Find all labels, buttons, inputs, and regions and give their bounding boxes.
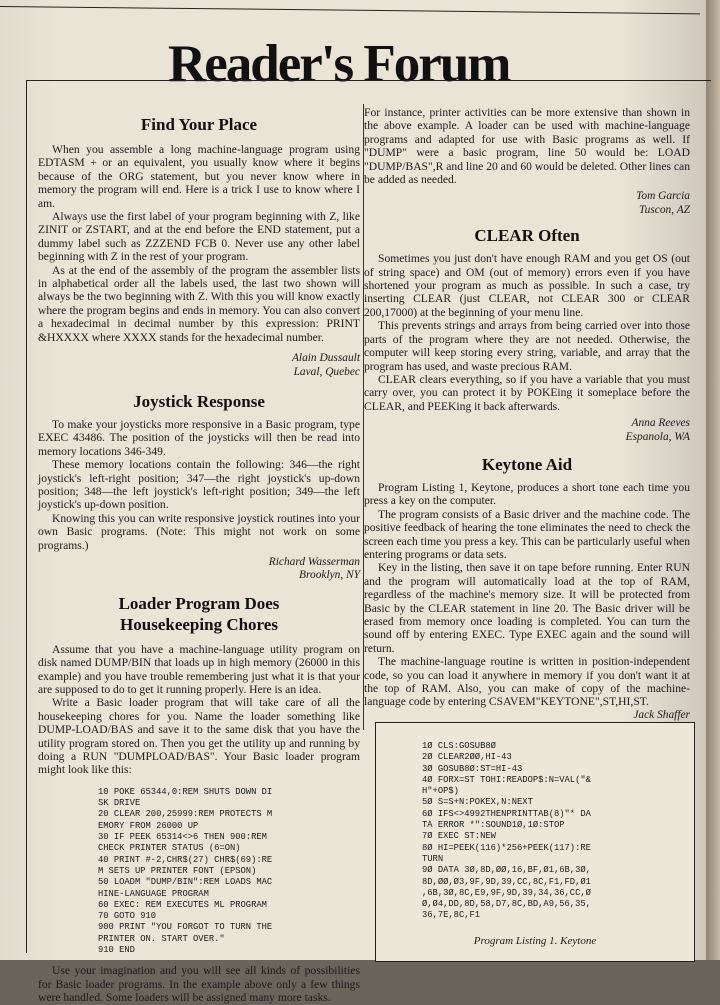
keytone-p1: Program Listing 1, Keytone, produces a short tone each time you press a key on the computer. [364, 480, 690, 508]
keytone-author: Jack Shaffer [633, 708, 690, 721]
clear-author: Anna Reeves [631, 417, 690, 430]
loader-p3: Use your imagination and you will see all kinds of possibilities for Basic loader programs. In the example above only a few things were handled. Some loaders will be assigned many more tasks. [38, 964, 360, 1005]
right-content [364, 106, 690, 736]
loader-p2: Write a Basic loader program that will take care of all the housekeeping chores for you. Name the loader something like DUMP-LOAD/BAS and save it to the same disk that you have the utility program stored on. Then you get the utility up and running by doing a RUN "DUMPLOAD/BAS". Your Basic loader program might look like this: [38, 696, 360, 777]
joystick-p1: To make your joysticks more responsive in a Basic program, type EXEC 43486. The position of the joysticks will then be read into memory locations 346-349. [38, 417, 360, 458]
find-place-p2: Always use the first label of your program beginning with Z, like ZINIT or ZSTART, and at the end before the END statement, put a dummy label such as ZZZEND FCB 0. Never use any other label beginning with Z in the rest of your program. [38, 210, 360, 264]
keytone-p3: Key in the listing, then save it on tape before running. Enter RUN and the program will automatically load at the top of RAM, regardless of the machine's memory size. It will be protected from Basic by the CLEAR statement in line 20. The Basic driver will be erased from memory once loading is completed. You can turn the sound off by entering EXEC. Type EXEC again and the sound will return. [364, 561, 690, 655]
find-place-title: Find Your Place [140, 115, 258, 134]
program-listing-box [375, 722, 695, 962]
keytone-code-listing: 1Ø CLS:GOSUB8Ø 2Ø CLEAR2ØØ,HI-43 3Ø GOSUB8Ø:ST=HI-43 4Ø FORX=ST TOHI:READOP$:N=VAL("& H"+OP$) 5Ø S=S+N:POKEX,N:NEXT 6Ø IFS<>4992THENPRINTTAB(8)"* DA TA ERROR *":SOUND1Ø,1Ø:STOP 7Ø EXEC ST:NEW 8Ø HI=PEEK(116)*256+PEEK(117):RE TURN 9Ø DATA 3Ø,8D,ØØ,16,BF,Ø1,6B,3Ø, 8D,ØØ,Ø3,9F,9D,39,CC,8C,F1,FD,Ø1 ,6B,3Ø,8C,E9,9F,9D,39,34,36,CC,Ø Ø,Ø4,DD,8D,58,D7,8C,BD,A9,56,35, 36,7E,8C,F1 [422, 741, 591, 921]
clear-p3: CLEAR clears everything, so if you have a variable that you must carry over, you can protect it by POKEing it someplace before the CLEAR, and PEEKing it back afterwards. [364, 372, 690, 413]
intro-location: Tuscon, AZ [638, 203, 690, 216]
joystick-author: Richard Wasserman [268, 555, 360, 568]
intro-author: Tom Garcia [636, 190, 690, 203]
masthead-title: Reader's Forum [168, 35, 510, 93]
joystick-location: Brooklyn, NY [299, 569, 360, 582]
left-column [26, 104, 362, 1005]
joystick-p2: These memory locations contain the following: 346—the right joystick's left-right position; 347—the right joystick's up-down position; 348—the left joystick's left-right position; 349—the left joystick's up-down position. [38, 458, 360, 512]
clear-p1: Sometimes you just don't have enough RAM and you get OS (out of string space) and OM (out of memory) errors even if you have shortened your program as much as possible. In such a case, try inserting CLEAR (just CLEAR, not CLEAR 300 or CLEAR 200,17000) at the beginning of your menu line. [364, 252, 690, 319]
right-column [364, 104, 690, 736]
keytone-title: Keytone Aid [481, 454, 573, 474]
clear-p2: This prevents strings and arrays from being carried over into those parts of the program where they are not needed. Otherwise, the computer will keep storing every string, variable, and array that the program has used, and waste precious RAM. [364, 319, 690, 373]
loader-title-1: Loader Program Does [118, 593, 280, 613]
joystick-p3: Knowing this you can write responsive joystick routines into your own Basic programs. (Note: This might not work on some programs.) [38, 511, 360, 552]
find-place-p3: As at the end of the assembly of the program the assembler lists in alphabetical order all the labels used, the last two shown will always be the two beginning with Z. With this you will know exactly where the program begins and ends in memory. You can also convert a hexadecimal in decimal number by this expression: PRINT &HXXXX where XXXX stands for the hexadecimal number. [38, 263, 360, 344]
clear-title: CLEAR Often [474, 226, 580, 246]
program-listing-caption: Program Listing 1. Keytone [473, 935, 597, 947]
find-place-section [38, 114, 360, 1005]
loader-title-2: Housekeeping Chores [120, 614, 278, 634]
intro-p1: For instance, printer activities can be more extensive than shown in the above example. A loader can be used with machine-language programs and adapted for use with Basic programs as well. If "DUMP" were a basic program, line 50 would be: LOAD "DUMP/BAS",R and line 20 and 60 would be deleted. Other lines can be added as needed. [364, 106, 690, 187]
keytone-p4: The machine-language routine is written in position-independent code, so you can load it anywhere in memory if you don't want it at the top of RAM. Also, you can make of copy of the machine-language code by entering CSAVEM"KEYTONE",ST,HI,ST. [364, 655, 690, 709]
loader-p1: Assume that you have a machine-language utility program on disk named DUMP/BIN that loads up in high memory (26000 in this example) and you have trouble remembering just what it is that your are supposed to do to get it running properly. Here is an idea. [38, 642, 360, 696]
clear-location: Espanola, WA [625, 430, 690, 443]
find-place-location: Laval, Quebec [293, 365, 360, 378]
find-place-p1: When you assemble a long machine-language program using EDTASM + or an equivalent, you usually know where it begins because of the ORG statement, but you never know where in memory the program will end. Here is a trick I use to know where I am. [38, 143, 360, 210]
keytone-p2: The program consists of a Basic driver and the machine code. The positive feedback of hearing the tone eliminates the need to check the screen each time you press a key. This can be particularly useful when entering programs or data sets. [364, 507, 690, 561]
joystick-title: Joystick Response [133, 391, 265, 411]
loader-code-listing: 10 POKE 65344,0:REM SHUTS DOWN DI SK DRIVE 20 CLEAR 200,25999:REM PROTECTS M EMORY FROM 26000 UP 30 IF PEEK 65314<>6 THEN 900:REM CHECK PRINTER STATUS (6=ON) 40 PRINT #-2,CHR$(27) CHR$(69):RE M SETS UP PRINTER FONT (EPSON) 50 LOADM "DUMP/BIN":REM LOADS MAC HINE-LANGUAGE PROGRAM 60 EXEC: REM EXECUTES ML PROGRAM 70 GOTO 910 900 PRINT "YOU FORGOT TO TURN THE PRINTER ON. START OVER." 910 END [98, 786, 273, 955]
find-place-author: Alain Dussault [291, 352, 360, 365]
